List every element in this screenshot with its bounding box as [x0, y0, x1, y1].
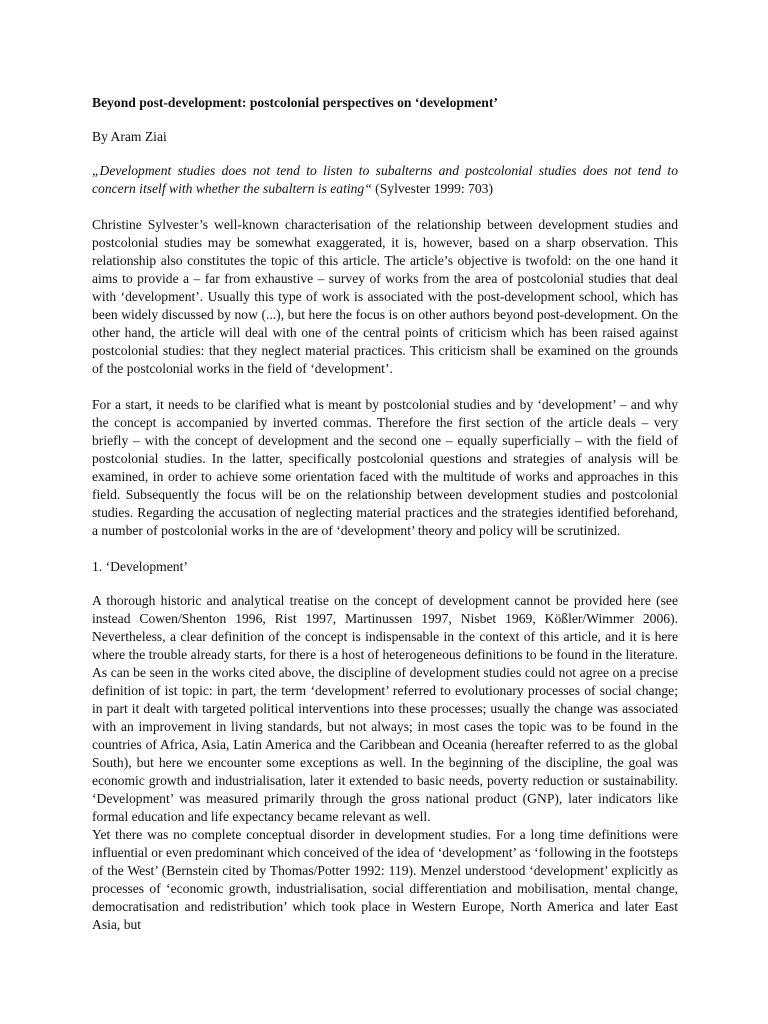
- paragraph: A thorough historic and analytical treatise on the concept of development cannot be provided here (see instead Cowen/Shenton 1996, Rist 1997, Martinussen 1997, Nisbet 1969, Kößler/Wimmer 2006). Nevertheless, a clear definition of the concept is indispensable in the context of this article, and it is here where the trouble already starts, for there is a host of heterogeneous definitions to be found in the literature. As can be seen in the works cited above, the discipline of development studies could not agree on a precise definition of ist topic: in part, the term ‘development’ referred to evolutionary processes of social change; in part it dealt with targeted political interventions into these processes; usually the change was associated with an improvement in living standards, but not always; in most cases the topic was to be found in the countries of Africa, Asia, Latin America and the Caribbean and Oceania (hereafter referred to as the global South), but here we encounter some exceptions as well. In the beginning of the discipline, the goal was economic growth and industrialisation, later it extended to basic needs, poverty reduction or sustainability. ‘Development’ was measured primarily through the gross national product (GNP), later indicators like formal education and life expectancy became relevant as well.: [92, 593, 678, 824]
- section-heading: 1. ‘Development’: [92, 559, 188, 574]
- document-title: Beyond post-development: postcolonial perspectives on ‘development’: [92, 95, 498, 110]
- paragraph: Yet there was no complete conceptual disorder in development studies. For a long time definitions were influential or even predominant which conceived of the idea of ‘development’ as ‘following in the footsteps of the West’ (Bernstein cited by Thomas/Potter 1992: 119). Menzel understood ‘development’ explicitly as processes of ‘economic growth, industrialisation, social differentiation and mobilisation, mental change, democratisation and redistribution’ which took place in Western Europe, North America and later East Asia, but: [92, 827, 678, 932]
- epigraph-citation: (Sylvester 1999: 703): [371, 181, 493, 196]
- document-author: By Aram Ziai: [92, 129, 167, 144]
- paragraph: For a start, it needs to be clarified what is meant by postcolonial studies and by ‘development’ – and why the concept is accompanied by inverted commas. Therefore the first section of the article deals – very briefly – with the concept of development and the second one – equally superficially – with the field of postcolonial studies. In the latter, specifically postcolonial questions and strategies of analysis will be examined, in order to achieve some orientation faced with the multitude of works and approaches in this field. Subsequently the focus will be on the relationship between development studies and postcolonial studies. Regarding the accusation of neglecting material practices and the strategies identified beforehand, a number of postcolonial works in the are of ‘development’ theory and policy will be scrutinized.: [92, 397, 678, 538]
- epigraph-quote: „Development studies does not tend to listen to subalterns and postcolonial studies does not tend to concern itself with whether the subaltern is eating“: [92, 163, 678, 196]
- epigraph: [92, 162, 678, 198]
- paragraph: Christine Sylvester’s well-known characterisation of the relationship between development studies and postcolonial studies may be somewhat exaggerated, it is, however, based on a sharp observation. This relationship also constitutes the topic of this article. The article’s objective is twofold: on the one hand it aims to provide a – far from exhaustive – survey of works from the area of postcolonial studies that deal with ‘development’. Usually this type of work is associated with the post-development school, which has been widely discussed by now (...), but here the focus is on other authors beyond post-development. On the other hand, the article will deal with one of the central points of criticism which has been raised against postcolonial studies: that they neglect material practices. This criticism shall be examined on the grounds of the postcolonial works in the field of ‘development’.: [92, 217, 678, 376]
